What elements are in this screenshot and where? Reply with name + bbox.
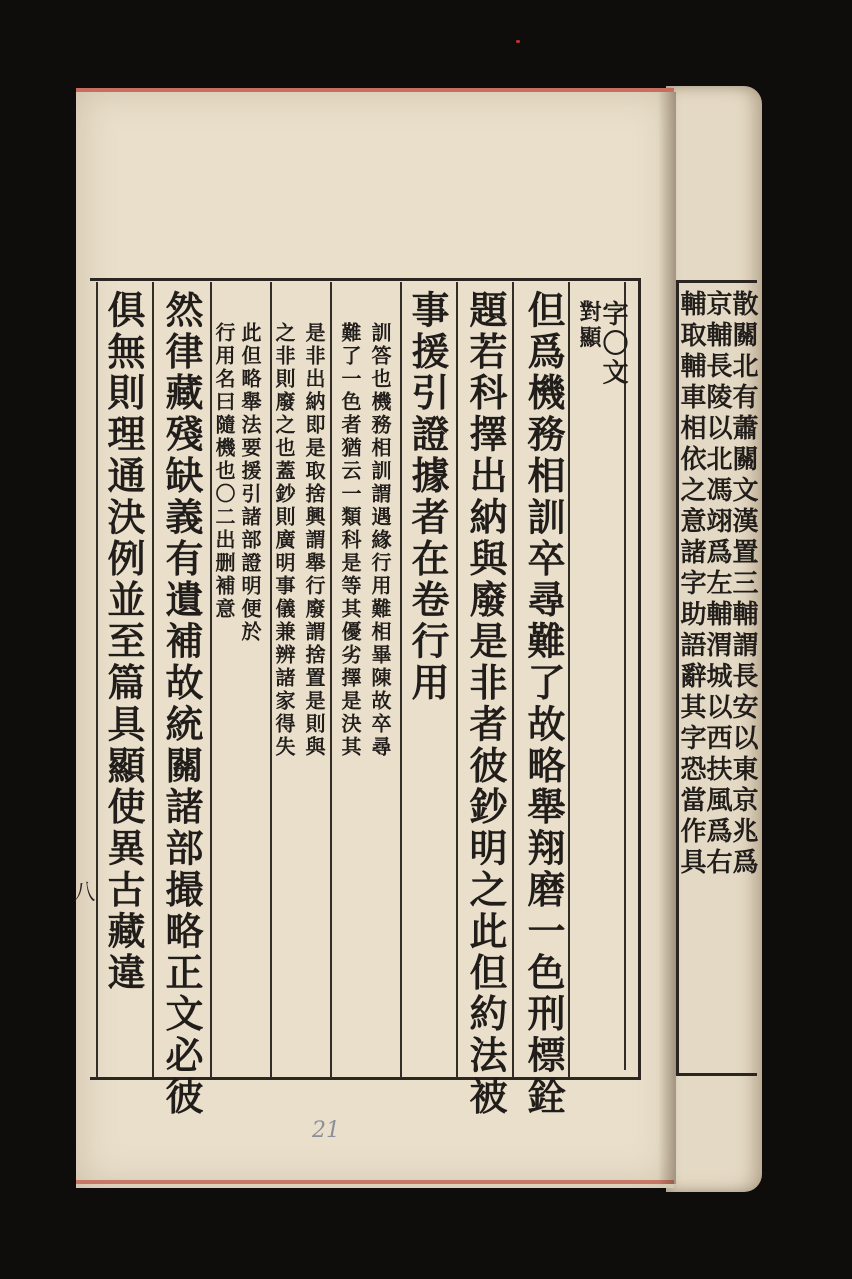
main-column-2: 題若科擇出納與廢是非者彼鈔明之此但約法被 — [463, 290, 508, 1118]
head-note-2: 對顯 — [576, 300, 602, 351]
main-column-5: 俱無則理通決例並至篇具顯使異古藏違 — [101, 290, 146, 994]
head-note-1: 字〇文 — [598, 300, 628, 389]
page-top-edge — [76, 88, 674, 92]
roll-column-2: 京輔長陵以北馮翊爲左輔渭城以西扶風爲右 — [702, 290, 732, 879]
rule-col-4 — [400, 282, 402, 1078]
commentary-line-5: 此但略舉法要援引諸部證明便於 — [238, 322, 262, 644]
rule-col-1 — [568, 282, 570, 1078]
rule-col-3 — [456, 282, 458, 1078]
leaf-number: 八 — [70, 880, 95, 902]
main-column-3: 事援引證據者在卷行用 — [405, 290, 450, 704]
commentary-line-1: 訓答也機務相訓謂遇緣行用難相畢陳故卒尋 — [368, 322, 392, 759]
main-column-4: 然律藏殘缺義有遺補故統關諸部撮略正文必彼 — [159, 290, 204, 1118]
page-gutter-shadow — [658, 92, 676, 1184]
rule-col-9 — [96, 282, 98, 1078]
main-column-1: 但爲機務相訓卒尋難了故略舉翔磨一色刑標銓 — [521, 290, 566, 1118]
roll-column-3: 輔取輔車相依之意諸字助語辭其字恐當作具 — [676, 290, 706, 879]
rule-col-2 — [512, 282, 514, 1078]
rule-col-8 — [152, 282, 154, 1078]
commentary-line-4: 之非則廢之也蓋鈔則廣明事儀兼辨諸家得失 — [272, 322, 296, 759]
pencil-folio-note: 21 — [312, 1118, 340, 1143]
red-speck — [516, 40, 520, 43]
commentary-line-3: 是非出納即是取捨興謂舉行廢謂捨置是則與 — [302, 322, 326, 759]
rule-col-5 — [330, 282, 332, 1078]
commentary-line-2: 難了一色者猶云一類科是等其優劣擇是決其 — [338, 322, 362, 759]
commentary-line-6: 行用名曰隨機也〇二出删補意 — [212, 322, 236, 621]
page-bottom-edge — [76, 1180, 674, 1184]
roll-column-1: 散關北有蕭關文漢置三輔謂長安以東京兆爲 — [728, 290, 758, 879]
